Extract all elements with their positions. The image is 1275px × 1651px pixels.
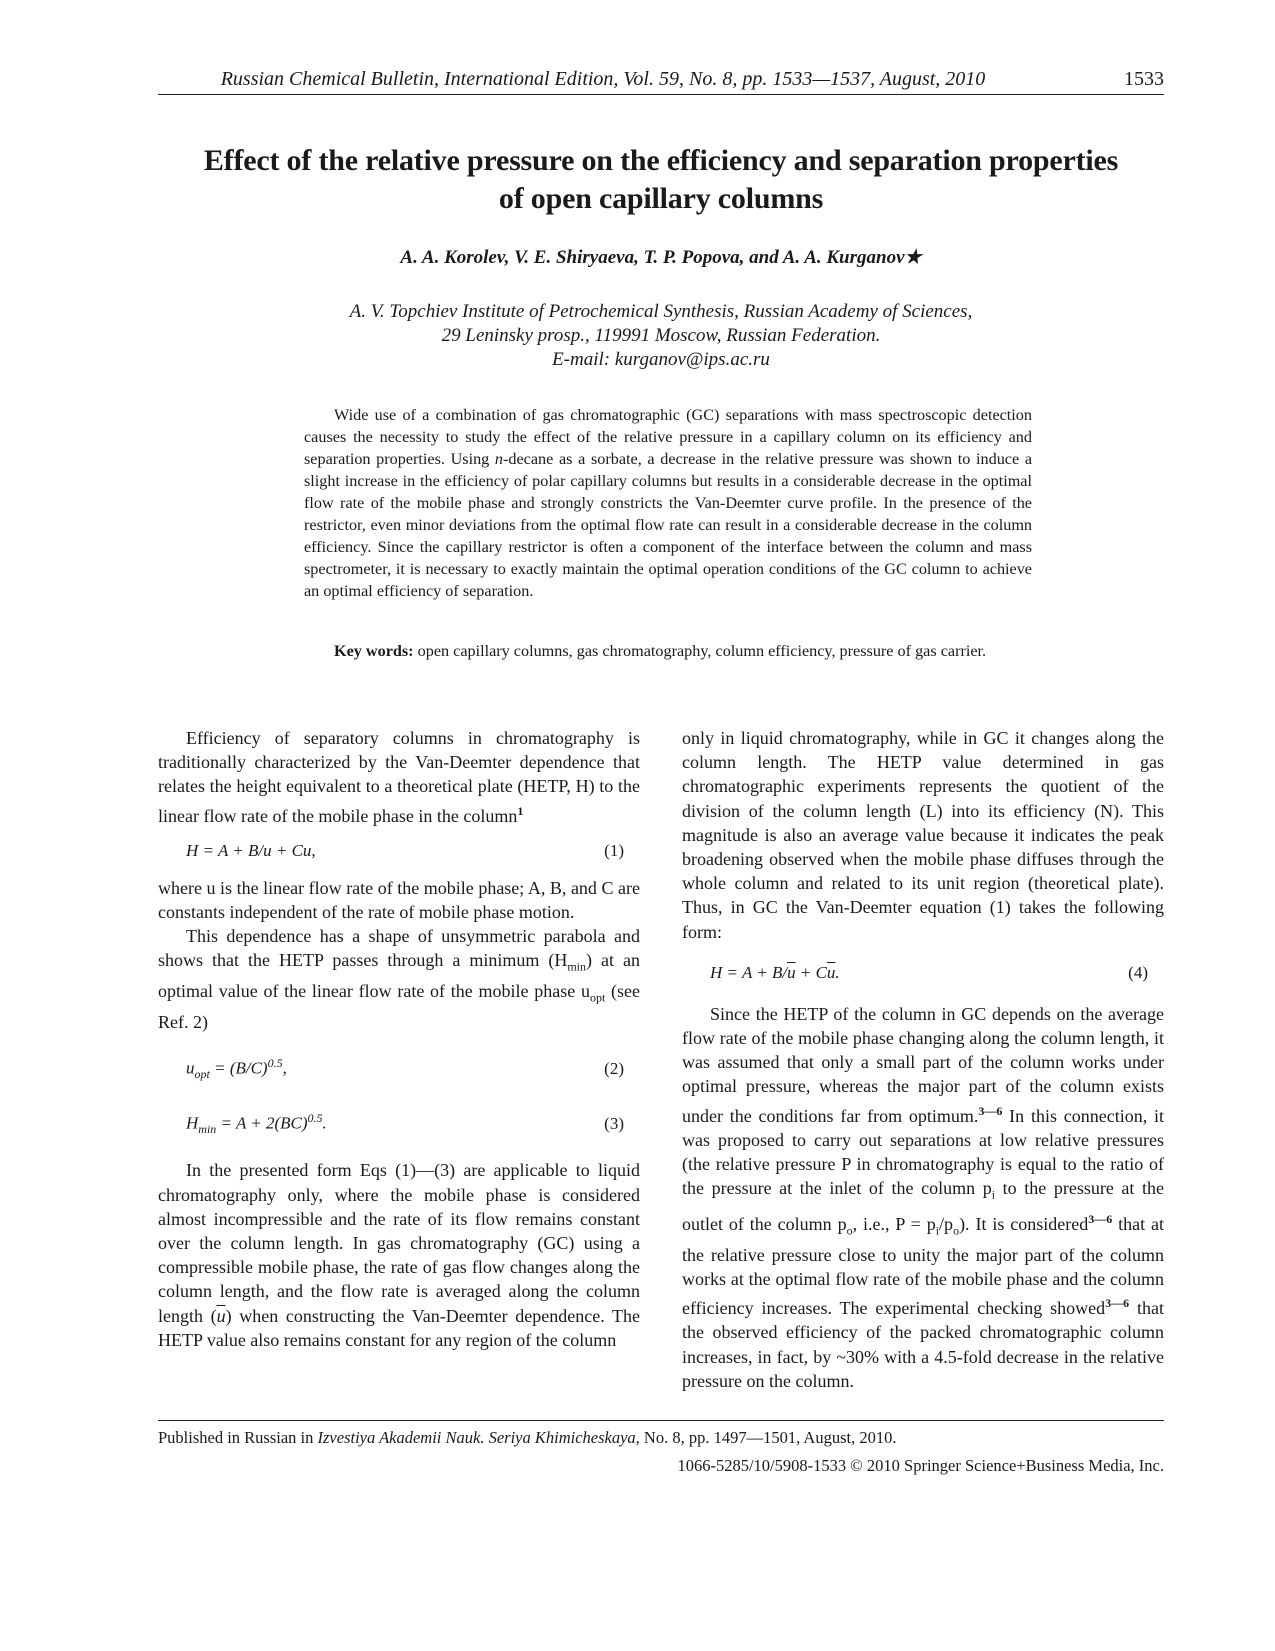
equation-text: $u_{opt} = (B/C)^{0.5}$, (186, 1056, 287, 1082)
ref-citation[interactable]: 3—6 (1105, 1296, 1130, 1311)
keywords (304, 640, 1032, 662)
copyright-line: 1066-5285/10/5908-1533 © 2010 Springer Science+Business Media, Inc. (677, 1456, 1164, 1475)
ref-citation[interactable]: 1 (517, 803, 524, 818)
authors: A. A. Korolev, V. E. Shiryaeva, T. P. Popova, and A. A. Kurganov★ (400, 247, 922, 268)
abstract-text-2: -decane as a sorbate, a decrease in the relative pressure was shown to induce a slight increase in the efficiency of polar capillary columns but results in a considerable decrease in the optimal flow rate of the mobile phase and strongly constricts the Van-Deemter curve profile. In the presence of the restrictor, even minor deviations from the optimal flow rate can result in a considerable decrease in the column efficiency. Since the capillary restrictor is often a component of the interface between the column and mass spectrometer, it is necessary to exactly maintain the optimal operation conditions of the GC column to achieve an optimal efficiency of separation. (304, 450, 1033, 600)
keywords-text: open capillary columns, gas chromatography, column efficiency, pressure of gas carrier. (413, 642, 987, 660)
paragraph: In the presented form Eqs (1)—(3) are applicable to liquid chromatography only, where the mobile phase is considered almost incompressible and the rate of its flow remains constant over the column length. In gas chromatography (GC) using a compressible mobile phase, the rate of gas flow changes along the column length, and the flow rate is averaged along the column length $(\overline{u})$ when constructing the Van-Deemter dependence. The HETP value also remains constant for any region of the column (158, 1160, 640, 1350)
equation-number: (4) (1128, 962, 1148, 982)
equation-text: $H_{min} = A + 2(BC)^{0.5}$. (186, 1111, 327, 1137)
publication-note: Published in Russian in Izvestiya Akademii Nauk. Seriya Khimicheskaya, No. 8, pp. 1497—1501, August, 2010. (158, 1428, 897, 1447)
paragraph: only in liquid chromatography, while in GC it changes along the column length. The HETP value determined in gas chromatographic experiments represents the quotient of the division of the column length (L) into its efficiency (N). This magnitude is also an average value because it indicates the peak broadening observed when the mobile phase diffuses through the whole column and related to its unit region (theoretical plate). Thus, in GC the Van-Deemter equation (1) takes the following form: (682, 728, 1164, 942)
abstract-n-italic: n (494, 450, 504, 468)
footer-divider (158, 1420, 1164, 1421)
equation-3 (186, 1103, 640, 1144)
equation-1 (186, 836, 640, 866)
equation-4 (710, 958, 1164, 988)
equation-number: (2) (604, 1058, 624, 1078)
title-line-1: Effect of the relative pressure on the efficiency and separation properties (203, 144, 1119, 177)
affiliation-line-1: A. V. Topchiev Institute of Petrochemical Synthesis, Russian Academy of Sciences, (349, 301, 973, 322)
affiliation-email: E-mail: kurganov@ips.ac.ru (552, 349, 770, 370)
paragraph: where u is the linear flow rate of the mobile phase; A, B, and C are constants independent of the rate of mobile phase motion. (158, 877, 640, 923)
paragraph: Efficiency of separatory columns in chromatography is traditionally characterized by the Van-Deemter dependence that relates the height equivalent to a theoretical plate (HETP, H) to the linear flow rate of the mobile phase in the column$^1$ (158, 728, 640, 826)
abstract-text-1: Wide use of a combination of gas chromatographic (GC) separations with mass spectroscopic detection causes the necessity to study the effect of the relative pressure in a capillary column on its efficiency and separation properties. Using (304, 406, 1032, 468)
right-column (682, 726, 1164, 1393)
article-title (158, 142, 1164, 218)
paragraph: This dependence has a shape of unsymmetric parabola and shows that the HETP passes through a minimum $(H_{min})$ at an optimal value of the linear flow rate of the mobile phase $u_{opt}$ (see Ref. 2) (158, 926, 640, 1033)
paragraph: Since the HETP of the column in GC depends on the average flow rate of the mobile phase changing along the column length, it was assumed that only a small part of the column works under optimal pressure, whereas the major part of the column exists under the conditions far from optimum.$^{3—6}$ In this connection, it was proposed to carry out separations at low relative pressures (the relative pressure P in chromatography is equal to the ratio of the pressure at the inlet of the column $p_i$ to the pressure at the outlet of the column $p_o$, i.e., $P = p_i/p_o$). It is considered$^{3—6}$ that at the relative pressure close to unity the major part of the column works at the optimal flow rate of the mobile phase and the column efficiency increases. The experimental checking showed$^{3—6}$ that the observed efficiency of the packed chromatographic column increases, in fact, by ~30% with a 4.5-fold decrease in the relative pressure on the column. (682, 1003, 1165, 1391)
journal-citation: Russian Chemical Bulletin, International Edition, Vol. 59, No. 8, pp. 1533—1537, August, 2010 (220, 68, 986, 90)
abstract (304, 404, 1032, 602)
equation-number: (1) (604, 840, 624, 860)
affiliation (158, 300, 1164, 372)
page-number: 1533 (1124, 68, 1164, 90)
equation-number: (3) (604, 1113, 624, 1133)
equation-text: H = A + B/u + Cu, (186, 840, 316, 860)
ref-citation[interactable]: 3—6 (1088, 1212, 1113, 1227)
running-header (158, 66, 1164, 95)
equation-2 (186, 1048, 640, 1089)
ref-citation[interactable]: 3—6 (978, 1103, 1003, 1118)
equation-text: $H = A + B/\overline{u} + C\overline{u}$. (710, 962, 840, 982)
left-column (158, 726, 640, 1352)
keywords-label: Key words: (334, 642, 414, 660)
affiliation-line-2: 29 Leninsky prosp., 119991 Moscow, Russian Federation. (441, 325, 881, 346)
title-line-2: of open capillary columns (498, 182, 824, 215)
